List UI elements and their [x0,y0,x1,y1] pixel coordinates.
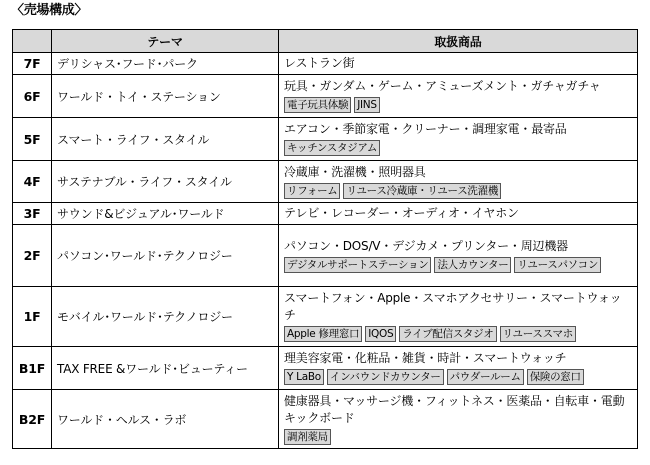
floor-items-cell [279,75,638,118]
floor-items: 冷蔵庫・洗濯機・照明器具 [284,164,426,179]
floor-items: テレビ・レコーダー・オーディオ・イヤホン [284,206,519,220]
floor-label: 5F [13,118,52,161]
floor-label: 2F [13,225,52,287]
service-tag: リユーススマホ [500,326,576,342]
service-tags [284,138,632,157]
service-tags [284,95,632,114]
table-row [13,287,638,347]
table-header [13,30,638,53]
floor-items-cell [279,390,638,449]
floor-label: B2F [13,390,52,449]
floor-guide-table [12,29,638,449]
table-row [13,347,638,390]
floor-theme: サウンド&ビジュアル･ワールド [52,203,279,225]
service-tag: リフォーム [284,183,340,199]
floor-label: 6F [13,75,52,118]
floor-items-cell [279,347,638,390]
service-tag: IQOS [365,326,396,342]
table-row [13,390,638,449]
floor-theme: スマート・ライフ・スタイル [52,118,279,161]
floor-theme: パソコン･ワールド･テクノロジー [52,225,279,287]
floor-items-cell [279,225,638,287]
table-row [13,161,638,203]
floor-theme: デリシャス･フード･パーク [52,53,279,75]
service-tags [284,255,632,274]
floor-items: スマートフォン・Apple・スマホアクセサリー・スマートウォッチ [284,291,622,322]
service-tag: 保険の窓口 [527,369,584,385]
header-items: 取扱商品 [279,30,638,53]
service-tag: リユース冷蔵庫・リユース洗濯機 [343,183,501,199]
floor-items-cell [279,287,638,347]
table-row [13,53,638,75]
floor-items: エアコン・季節家電・クリーナー・調理家電・最寄品 [284,122,567,136]
header-theme: テーマ [52,30,279,53]
floor-label: 1F [13,287,52,347]
service-tag: リユースパソコン [514,257,601,273]
service-tags [284,427,632,446]
service-tag: 調剤薬局 [284,429,331,445]
service-tag: インバウンドカウンター [327,369,444,385]
floor-label: 7F [13,53,52,75]
floor-label: 4F [13,161,52,203]
service-tag: パウダールーム [447,369,524,385]
floor-theme: TAX FREE &ワールド･ビューティー [52,347,279,390]
table-row [13,225,638,287]
floor-theme: サステナブル・ライフ・スタイル [52,161,279,203]
header-row [13,30,638,53]
floor-theme: モバイル･ワールド･テクノロジー [52,287,279,347]
table-row [13,203,638,225]
service-tag: 電子玩具体験 [284,97,351,113]
floor-items-cell [279,118,638,161]
section-heading: 〈売場構成〉 [11,3,88,18]
floor-items: 理美容家電・化粧品・雑貨・時計・スマートウォッチ [284,351,567,365]
service-tag: 法人カウンター [434,257,511,273]
service-tag: Apple 修理窓口 [284,326,362,342]
floor-items-cell [279,161,638,203]
service-tag: JINS [354,97,380,113]
floor-items-cell [279,203,638,225]
floor-items: レストラン街 [284,56,355,70]
service-tags [284,181,632,200]
service-tags [284,367,632,386]
floor-items: パソコン・DOS/V・デジカメ・プリンター・周辺機器 [284,238,568,253]
service-tags [284,324,632,343]
floor-items: 健康器具・マッサージ機・フィットネス・医薬品・自転車・電動キックボード [284,393,625,425]
header-floor [13,30,52,53]
table-row [13,118,638,161]
service-tag: キッチンスタジアム [284,140,380,156]
service-tag: ライブ配信スタジオ [399,326,496,342]
service-tag: Y LaBo [284,369,324,385]
floor-theme: ワールド・ヘルス・ラボ [52,390,279,449]
table-row [13,75,638,118]
floor-items: 玩具・ガンダム・ゲーム・アミューズメント・ガチャガチャ [284,79,601,93]
table-body [13,53,638,449]
floor-theme: ワールド・トイ・ステーション [52,75,279,118]
floor-items-cell [279,53,638,75]
floor-label: 3F [13,203,52,225]
service-tag: デジタルサポートステーション [284,257,431,273]
floor-label: B1F [13,347,52,390]
